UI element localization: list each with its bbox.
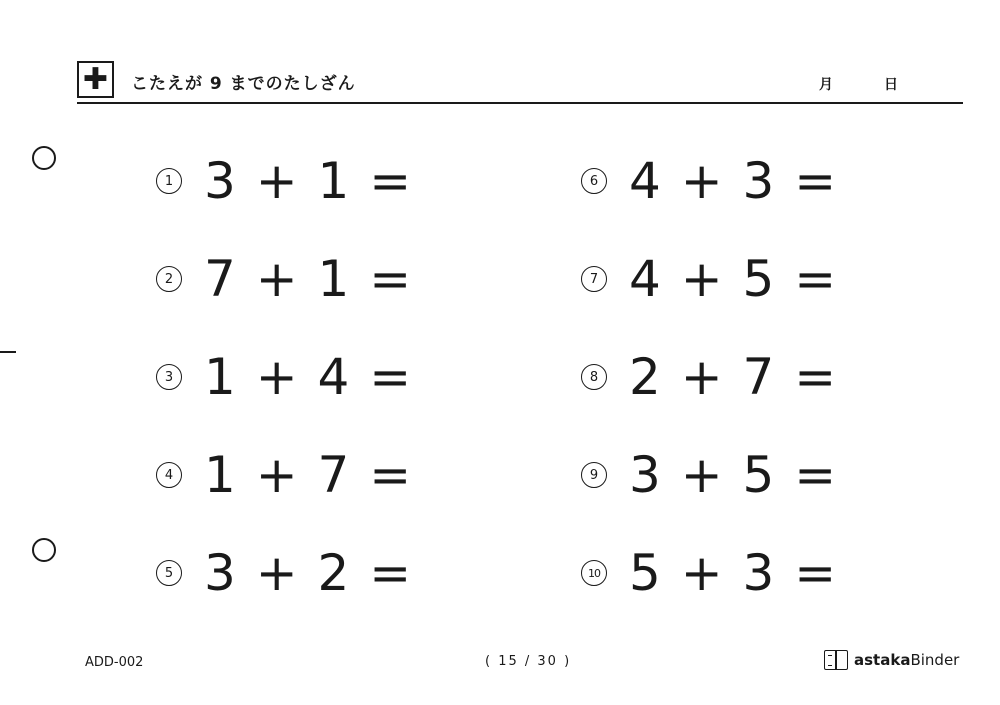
problem-expression: 7 + 1 = <box>204 250 414 308</box>
problem-5 <box>156 545 413 601</box>
problem-expression: 3 + 2 = <box>204 544 414 602</box>
brand-name-bold: astaka <box>854 651 911 669</box>
problem-4 <box>156 447 413 503</box>
problem-7 <box>581 251 838 307</box>
problem-8 <box>581 349 838 405</box>
problem-expression: 4 + 3 = <box>629 152 839 210</box>
brand-name-regular: Binder <box>910 651 960 669</box>
problem-expression: 3 + 1 = <box>204 152 414 210</box>
problem-10 <box>581 545 838 601</box>
brand-logo <box>824 650 959 670</box>
problem-6 <box>581 153 838 209</box>
problem-expression: 3 + 5 = <box>629 446 839 504</box>
problem-number: 10 <box>581 560 607 586</box>
binder-icon <box>824 650 848 670</box>
day-label: 日 <box>884 77 898 93</box>
problem-number: 8 <box>581 364 607 390</box>
problem-9 <box>581 447 838 503</box>
problem-number: 6 <box>581 168 607 194</box>
problem-expression: 1 + 4 = <box>204 348 414 406</box>
problem-number: 3 <box>156 364 182 390</box>
problem-expression: 2 + 7 = <box>629 348 839 406</box>
worksheet-code: ADD-002 <box>85 655 144 670</box>
plus-icon: ✚ <box>77 61 114 98</box>
problem-expression: 4 + 5 = <box>629 250 839 308</box>
problem-2 <box>156 251 413 307</box>
month-label: 月 <box>819 77 833 93</box>
problem-expression: 5 + 3 = <box>629 544 839 602</box>
problem-expression: 1 + 7 = <box>204 446 414 504</box>
problem-number: 7 <box>581 266 607 292</box>
problem-1 <box>156 153 413 209</box>
binder-hole-top <box>32 146 56 170</box>
binder-hole-bottom <box>32 538 56 562</box>
problem-number: 1 <box>156 168 182 194</box>
worksheet-title: こたえが 9 までのたしざん <box>131 74 356 94</box>
worksheet-header <box>77 61 963 104</box>
problem-number: 4 <box>156 462 182 488</box>
problem-number: 2 <box>156 266 182 292</box>
page-indicator: ( 15 / 30 ) <box>485 654 572 669</box>
problem-number: 5 <box>156 560 182 586</box>
problem-3 <box>156 349 413 405</box>
problem-number: 9 <box>581 462 607 488</box>
center-mark <box>0 351 16 353</box>
